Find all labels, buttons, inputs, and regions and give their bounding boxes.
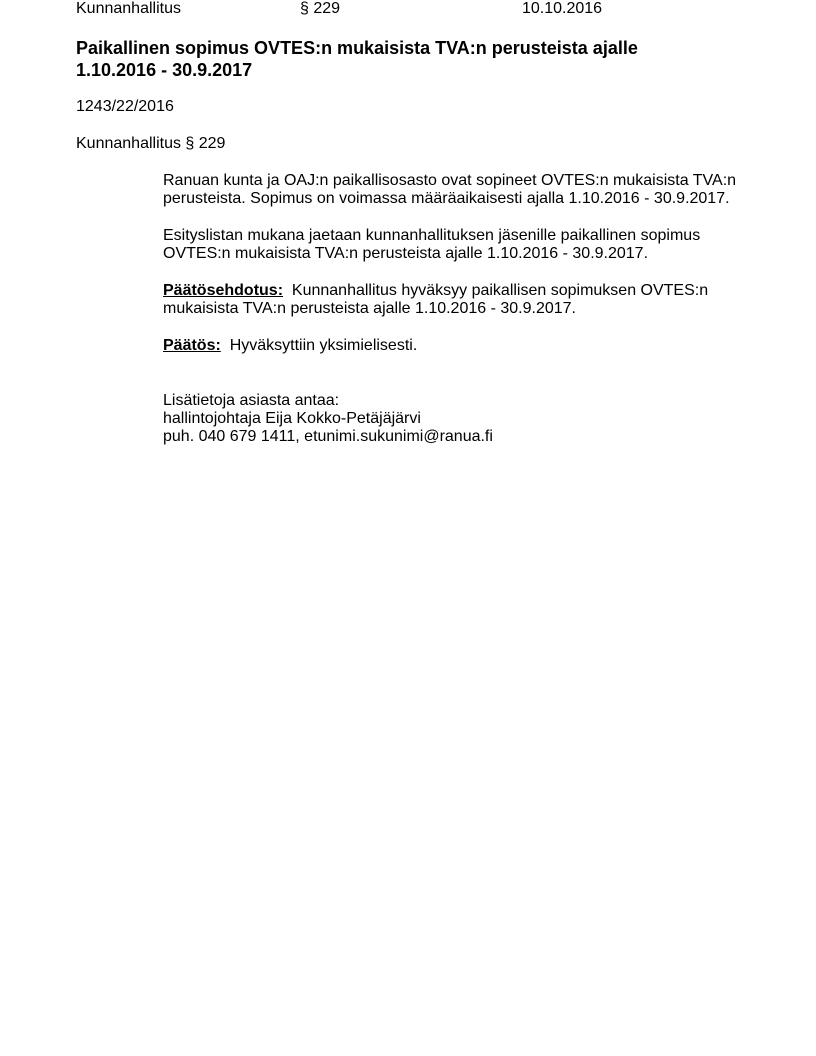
header-section: § 229 [300,0,341,17]
contact-details: puh. 040 679 1411, etunimi.sukunimi@ranua.fi [163,428,493,445]
contact-block [163,392,763,446]
proposal-text: Kunnanhallitus hyväksyy paikallisen sopimuksen OVTES:n mukaisista TVA:n perusteista ajalle 1.10.2016 - 30.9.2017. [163,282,709,317]
proposal-label: Päätösehdotus: [163,282,284,299]
decision-label: Päätös: [163,337,221,354]
header-date: 10.10.2016 [522,0,603,17]
content-block [163,172,763,446]
diary-number: 1243/22/2016 [76,98,174,115]
decision-paragraph [163,337,763,355]
contact-person: hallintojohtaja Eija Kokko-Petäjäjärvi [163,410,421,427]
body-reference: Kunnanhallitus § 229 [76,135,226,152]
paragraph-agreement: Ranuan kunta ja OAJ:n paikallisosasto ovat sopineet OVTES:n mukaisista TVA:n perusteista. Sopimus on voimassa määräaikaisesti ajalla 1.10.2016 - 30.9.2017. [163,172,737,207]
decision-text: Hyväksyttiin yksimielisesti. [229,337,418,354]
proposal-paragraph [163,282,763,318]
header-body: Kunnanhallitus [76,0,181,17]
document-title: Paikallinen sopimus OVTES:n mukaisista TVA:n perusteista ajalle 1.10.2016 - 30.9.2017 [76,38,638,80]
contact-intro: Lisätietoja asiasta antaa: [163,392,340,409]
paragraph-distribution: Esityslistan mukana jaetaan kunnanhallituksen jäsenille paikallinen sopimus OVTES:n mukaisista TVA:n perusteista ajalle 1.10.2016 - 30.9.2017. [163,227,701,262]
